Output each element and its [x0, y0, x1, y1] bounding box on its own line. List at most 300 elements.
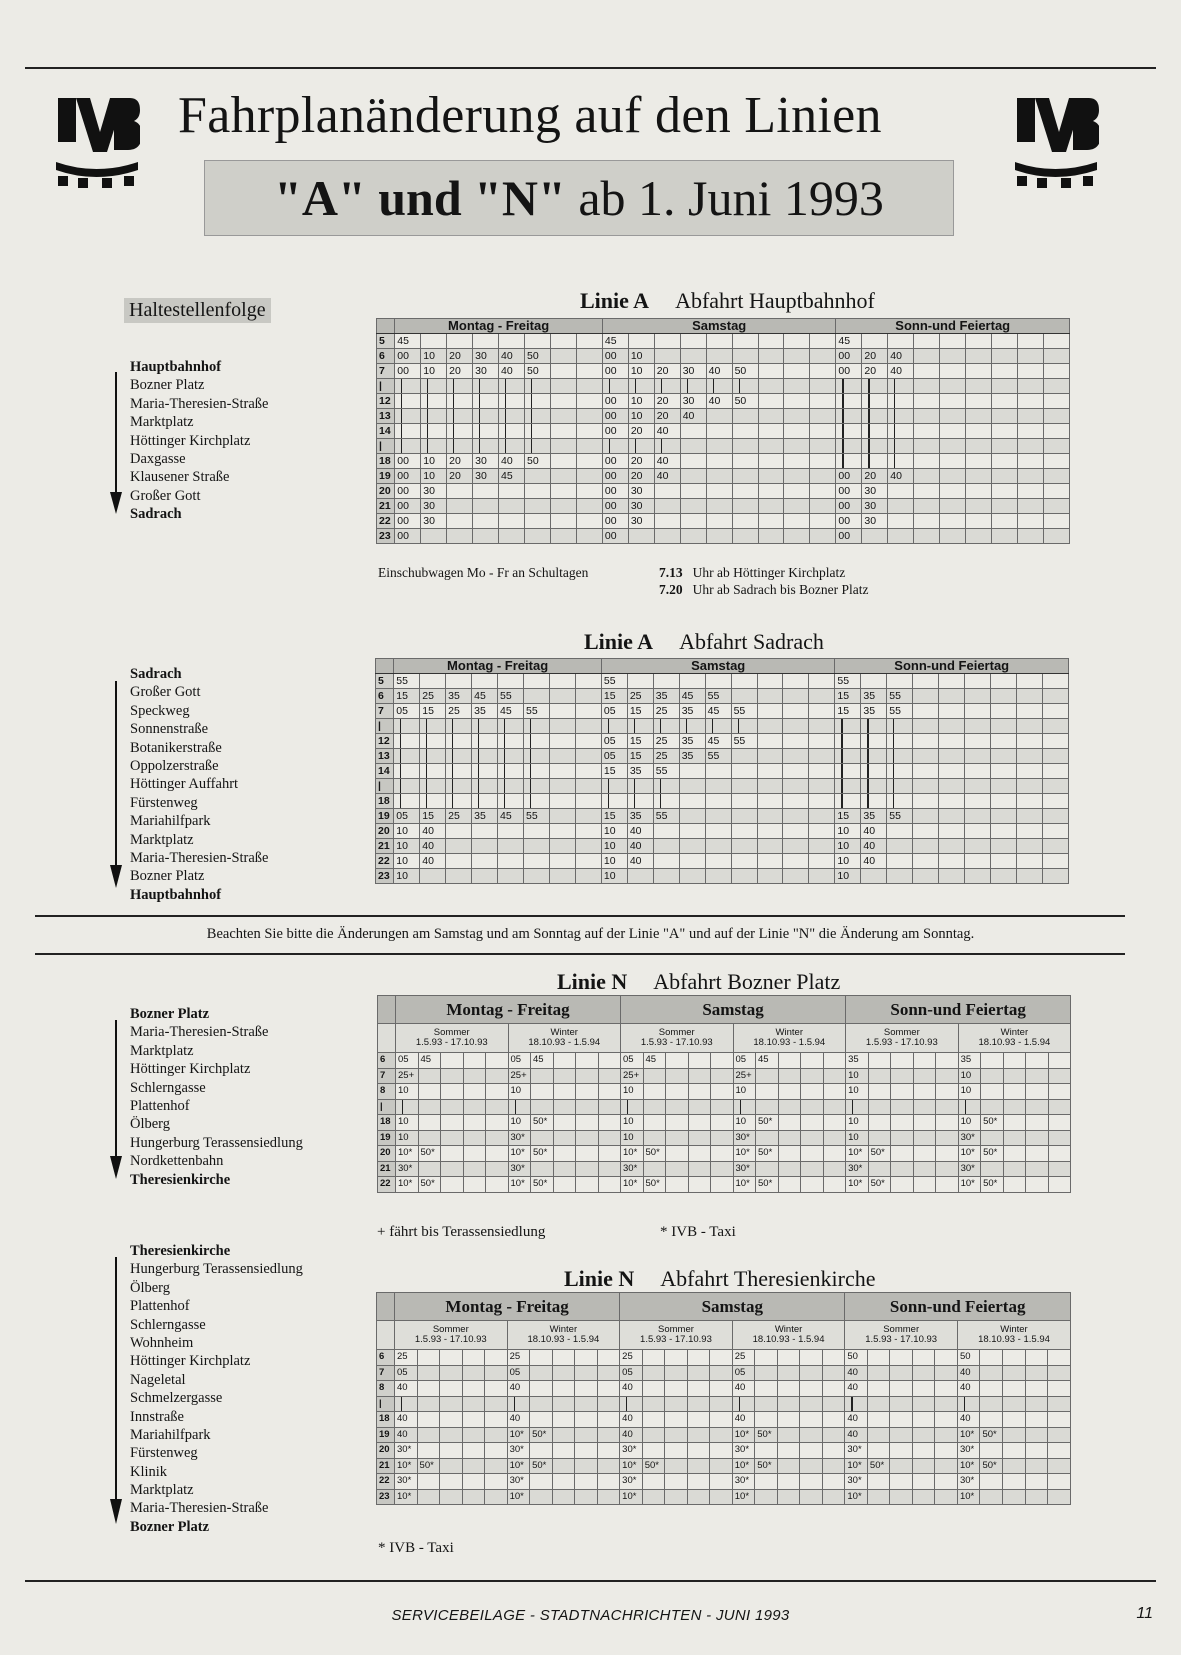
minute-cell — [1003, 1458, 1026, 1474]
minute-cell — [891, 1130, 914, 1146]
heading-linie-n-theresien — [564, 1266, 876, 1292]
minute-cell — [939, 719, 965, 734]
minute-cell: 50* — [756, 1115, 779, 1131]
corner-cell — [376, 659, 394, 674]
minute-cell: 40 — [395, 1427, 418, 1443]
minute-cell — [965, 824, 991, 839]
time-row — [378, 1161, 1071, 1177]
minute-cell — [531, 1068, 554, 1084]
minute-cell — [809, 719, 835, 734]
note-text: Uhr ab Sadrach bis Bozner Platz — [692, 582, 869, 597]
minute-cell — [940, 379, 966, 394]
minute-cell — [1026, 1130, 1049, 1146]
season-range: 18.10.93 - 1.5.94 — [753, 1037, 826, 1048]
minute-cell — [913, 749, 939, 764]
minute-cell — [394, 734, 420, 749]
hour-cell: | — [378, 1099, 396, 1115]
minute-cell — [1048, 1412, 1071, 1428]
minute-cell — [757, 674, 783, 689]
minute-cell: 40 — [888, 469, 914, 484]
minute-cell — [823, 1161, 846, 1177]
minute-cell: 00 — [602, 484, 628, 499]
minute-cell — [890, 1396, 913, 1412]
minute-cell — [1042, 779, 1068, 794]
minute-cell: 40 — [420, 854, 446, 869]
minute-cell — [836, 394, 862, 409]
minute-cell — [706, 379, 732, 394]
minute-cell — [628, 529, 654, 544]
note-line-2 — [659, 582, 868, 598]
minute-cell: 05 — [601, 734, 627, 749]
minute-cell — [758, 439, 784, 454]
minute-cell — [784, 484, 810, 499]
season-range: 1.5.93 - 17.10.93 — [640, 1037, 713, 1048]
minute-cell — [823, 1053, 846, 1069]
hour-cell: 7 — [377, 364, 395, 379]
minute-cell — [1048, 1146, 1071, 1162]
minute-cell: 30 — [421, 484, 447, 499]
minute-cell — [523, 764, 549, 779]
minute-cell — [549, 749, 575, 764]
minute-cell — [936, 1130, 959, 1146]
minute-cell — [888, 439, 914, 454]
minute-cell — [755, 1396, 778, 1412]
minute-cell — [835, 749, 861, 764]
minute-cell — [524, 529, 550, 544]
minute-cell: 15 — [601, 764, 627, 779]
minute-cell — [835, 719, 861, 734]
minute-cell — [485, 1396, 508, 1412]
minute-cell — [887, 854, 913, 869]
hour-cell: 12 — [376, 734, 394, 749]
minute-cell — [523, 779, 549, 794]
minute-cell — [447, 379, 473, 394]
minute-cell: 10* — [621, 1146, 644, 1162]
hour-cell: 14 — [376, 764, 394, 779]
minute-cell: 10* — [846, 1177, 869, 1193]
minute-cell — [1003, 1177, 1026, 1193]
minute-cell: 30* — [958, 1161, 981, 1177]
minute-cell: 10* — [958, 1146, 981, 1162]
minute-cell — [809, 734, 835, 749]
minute-cell — [801, 1068, 824, 1084]
minute-cell — [706, 424, 732, 439]
minute-cell: 40 — [888, 364, 914, 379]
minute-cell: 25+ — [508, 1068, 531, 1084]
minute-cell — [706, 409, 732, 424]
minute-cell — [756, 1161, 779, 1177]
minute-cell — [755, 1365, 778, 1381]
hour-cell: | — [376, 779, 394, 794]
minute-cell: 30* — [958, 1130, 981, 1146]
stop-name: Botanikerstraße — [130, 739, 222, 756]
minute-cell: 35 — [446, 689, 472, 704]
stop-name: Höttinger Kirchplatz — [130, 1061, 251, 1078]
minute-cell — [756, 1130, 779, 1146]
minute-cell — [473, 424, 499, 439]
minute-cell: 25 — [653, 704, 679, 719]
hour-cell: 6 — [378, 1053, 396, 1069]
minute-cell — [463, 1068, 486, 1084]
minute-cell — [992, 364, 1018, 379]
time-row — [377, 1396, 1071, 1412]
minute-cell — [756, 1084, 779, 1100]
minute-cell — [642, 1443, 665, 1459]
minute-cell — [420, 794, 446, 809]
minute-cell — [486, 1099, 509, 1115]
minute-cell — [549, 839, 575, 854]
minute-cell — [913, 1146, 936, 1162]
minute-cell — [939, 839, 965, 854]
stop-name: Schlerngasse — [130, 1316, 206, 1333]
minute-cell — [666, 1115, 689, 1131]
minute-cell — [757, 689, 783, 704]
minute-cell: 35 — [627, 809, 653, 824]
note-text: Uhr ab Höttinger Kirchplatz — [692, 565, 846, 580]
time-row — [377, 1412, 1071, 1428]
stop-name: Bozner Platz — [130, 377, 205, 394]
hour-cell: 8 — [378, 1084, 396, 1100]
minute-cell: 40 — [620, 1427, 643, 1443]
minute-cell — [868, 1068, 891, 1084]
minute-cell — [757, 734, 783, 749]
minute-cell — [936, 1146, 959, 1162]
minute-cell — [441, 1146, 464, 1162]
minute-cell — [867, 1350, 890, 1366]
minute-cell — [576, 1084, 599, 1100]
minute-cell — [914, 514, 940, 529]
bottom-rule — [25, 1580, 1156, 1582]
time-row — [376, 779, 1069, 794]
minute-cell — [1003, 1396, 1026, 1412]
minute-cell — [1043, 349, 1069, 364]
minute-cell — [965, 749, 991, 764]
minute-cell — [1043, 529, 1069, 544]
stop-name: Mariahilfpark — [130, 1426, 211, 1443]
subtitle-lines: "A" und "N" — [274, 170, 566, 226]
stop-name: Marktplatz — [130, 414, 194, 431]
minute-cell — [553, 1068, 576, 1084]
minute-cell — [552, 1474, 575, 1490]
minute-cell — [890, 1443, 913, 1459]
minute-cell: 35 — [472, 809, 498, 824]
minute-cell — [940, 439, 966, 454]
minute-cell — [936, 1053, 959, 1069]
minute-cell — [687, 1365, 710, 1381]
minute-cell: 50* — [755, 1427, 778, 1443]
minute-cell: 50 — [845, 1350, 868, 1366]
minute-cell: 55 — [653, 764, 679, 779]
minute-cell — [575, 749, 601, 764]
minute-cell — [836, 454, 862, 469]
page-title: Fahrplanänderung auf den Linien — [178, 87, 882, 144]
minute-cell — [912, 1412, 935, 1428]
minute-cell — [757, 719, 783, 734]
minute-cell — [575, 809, 601, 824]
season-name: Winter — [550, 1027, 578, 1038]
stop-name: Schlerngasse — [130, 1079, 206, 1096]
legend-star: * IVB - Taxi — [660, 1224, 736, 1240]
minute-cell — [861, 749, 887, 764]
minute-cell: 55 — [394, 674, 420, 689]
minute-cell: 10* — [846, 1146, 869, 1162]
minute-cell: 15 — [627, 734, 653, 749]
minute-cell: 00 — [836, 499, 862, 514]
season-header — [507, 1321, 620, 1350]
minute-cell — [913, 794, 939, 809]
minute-cell — [1026, 1099, 1049, 1115]
minute-cell: 55 — [653, 809, 679, 824]
hour-cell: 18 — [377, 1412, 395, 1428]
minute-cell: 40 — [620, 1412, 643, 1428]
minute-cell — [653, 839, 679, 854]
minute-cell — [991, 794, 1017, 809]
corner-cell — [378, 1024, 396, 1053]
minute-cell — [1003, 1427, 1026, 1443]
minute-cell: 50* — [418, 1177, 441, 1193]
minute-cell — [440, 1427, 463, 1443]
minute-cell — [1025, 1350, 1048, 1366]
minute-cell: 55 — [887, 809, 913, 824]
minute-cell — [891, 1161, 914, 1177]
minute-cell — [801, 1130, 824, 1146]
minute-cell — [991, 749, 1017, 764]
time-row — [377, 529, 1070, 544]
minute-cell — [472, 869, 498, 884]
minute-cell — [1017, 469, 1043, 484]
minute-cell — [710, 1396, 733, 1412]
minute-cell: 20 — [862, 349, 888, 364]
minute-cell — [810, 499, 836, 514]
season-range: 1.5.93 - 17.10.93 — [415, 1037, 488, 1048]
minute-cell — [440, 1443, 463, 1459]
stop-name: Marktplatz — [130, 831, 194, 848]
minute-cell: 10 — [396, 1084, 419, 1100]
minute-cell: 15 — [627, 704, 653, 719]
minute-cell — [620, 1396, 643, 1412]
minute-cell — [417, 1396, 440, 1412]
minute-cell — [888, 334, 914, 349]
minute-cell — [981, 1084, 1004, 1100]
minute-cell: 40 — [654, 454, 680, 469]
time-row — [377, 424, 1070, 439]
minute-cell — [890, 1381, 913, 1397]
day-header: Samstag — [602, 319, 836, 334]
minute-cell — [462, 1350, 485, 1366]
minute-cell — [777, 1427, 800, 1443]
minute-cell — [965, 809, 991, 824]
heading-line: Linie A — [580, 288, 650, 313]
minute-cell — [868, 1130, 891, 1146]
minute-cell — [462, 1474, 485, 1490]
minute-cell — [980, 1443, 1003, 1459]
minute-cell — [981, 1099, 1004, 1115]
minute-cell — [757, 824, 783, 839]
minute-cell: 00 — [602, 469, 628, 484]
minute-cell — [473, 484, 499, 499]
minute-cell: 30* — [621, 1161, 644, 1177]
hour-cell: 21 — [378, 1161, 396, 1177]
heading-linie-n-bozner — [557, 969, 840, 995]
minute-cell — [1042, 704, 1068, 719]
minute-cell — [666, 1161, 689, 1177]
minute-cell: 40 — [627, 824, 653, 839]
minute-cell — [835, 779, 861, 794]
minute-cell — [420, 719, 446, 734]
haltestellenfolge-label: Haltestellenfolge — [124, 298, 271, 323]
minute-cell: 10 — [628, 349, 654, 364]
minute-cell — [777, 1489, 800, 1505]
heading-dest: Abfahrt Bozner Platz — [653, 969, 841, 994]
minute-cell — [912, 1474, 935, 1490]
minute-cell: 10 — [508, 1084, 531, 1100]
minute-cell — [810, 364, 836, 379]
minute-cell — [755, 1350, 778, 1366]
minute-cell — [576, 394, 602, 409]
minute-cell — [731, 854, 757, 869]
minute-cell — [991, 734, 1017, 749]
stop-name: Mariahilfpark — [130, 813, 211, 830]
minute-cell — [524, 439, 550, 454]
time-row — [377, 514, 1070, 529]
minute-cell — [809, 704, 835, 719]
minute-cell — [777, 1365, 800, 1381]
minute-cell — [680, 484, 706, 499]
stop-name: Bozner Platz — [130, 1006, 210, 1022]
minute-cell — [463, 1161, 486, 1177]
minute-cell — [688, 1099, 711, 1115]
minute-cell: 10 — [421, 364, 447, 379]
minute-cell — [1048, 1099, 1071, 1115]
minute-cell — [783, 839, 809, 854]
minute-cell — [757, 809, 783, 824]
minute-cell — [417, 1350, 440, 1366]
minute-cell — [642, 1412, 665, 1428]
minute-cell — [530, 1381, 553, 1397]
minute-cell: 40 — [499, 364, 525, 379]
minute-cell: 40 — [861, 824, 887, 839]
minute-cell — [549, 854, 575, 869]
minute-cell: 45 — [756, 1053, 779, 1069]
minute-cell — [710, 1443, 733, 1459]
stop-name: Innstraße — [130, 1408, 184, 1425]
minute-cell — [732, 334, 758, 349]
stop-name: Sadrach — [130, 506, 182, 523]
minute-cell — [966, 499, 992, 514]
minute-cell — [1043, 484, 1069, 499]
minute-cell — [643, 1099, 666, 1115]
minute-cell — [576, 1130, 599, 1146]
minute-cell — [732, 1396, 755, 1412]
minute-cell: 00 — [395, 454, 421, 469]
minute-cell: 55 — [523, 704, 549, 719]
minute-cell — [1043, 409, 1069, 424]
minute-cell — [498, 674, 524, 689]
season-range: 1.5.93 - 17.10.93 — [865, 1334, 938, 1345]
minute-cell — [679, 764, 705, 779]
season-header — [846, 1024, 959, 1053]
top-rule — [25, 67, 1156, 69]
hour-cell: 20 — [377, 484, 395, 499]
hour-cell: 14 — [377, 424, 395, 439]
minute-cell — [628, 439, 654, 454]
minute-cell — [891, 1177, 914, 1193]
minute-cell: 05 — [620, 1365, 643, 1381]
minute-cell — [913, 869, 939, 884]
minute-cell — [665, 1381, 688, 1397]
minute-cell: 10 — [601, 824, 627, 839]
minute-cell — [939, 809, 965, 824]
minute-cell — [992, 439, 1018, 454]
minute-cell — [440, 1365, 463, 1381]
minute-cell — [679, 854, 705, 869]
minute-cell — [1016, 869, 1042, 884]
time-row — [377, 379, 1070, 394]
minute-cell — [1026, 1068, 1049, 1084]
minute-cell — [576, 349, 602, 364]
minute-cell — [706, 439, 732, 454]
minute-cell — [801, 1084, 824, 1100]
minute-cell — [473, 409, 499, 424]
minute-cell: 05 — [396, 1053, 419, 1069]
minute-cell — [499, 529, 525, 544]
minute-cell — [868, 1115, 891, 1131]
stop-name: Höttinger Auffahrt — [130, 776, 239, 793]
minute-cell — [912, 1443, 935, 1459]
season-range: 18.10.93 - 1.5.94 — [527, 1334, 600, 1345]
minute-cell — [418, 1099, 441, 1115]
minute-cell: 10 — [421, 469, 447, 484]
minute-cell — [935, 1443, 958, 1459]
minute-cell: 00 — [602, 394, 628, 409]
minute-cell — [524, 484, 550, 499]
ivb-logo-right — [1013, 92, 1099, 192]
minute-cell — [598, 1115, 621, 1131]
minute-cell — [463, 1130, 486, 1146]
minute-cell — [706, 349, 732, 364]
minute-cell — [576, 334, 602, 349]
minute-cell — [440, 1381, 463, 1397]
minute-cell: 20 — [862, 364, 888, 379]
hour-cell: 13 — [376, 749, 394, 764]
minute-cell — [914, 424, 940, 439]
minute-cell — [939, 764, 965, 779]
minute-cell — [598, 1099, 621, 1115]
minute-cell: 10* — [621, 1177, 644, 1193]
minute-cell — [809, 764, 835, 779]
minute-cell: 45 — [602, 334, 628, 349]
minute-cell — [777, 1381, 800, 1397]
minute-cell: 30* — [508, 1130, 531, 1146]
minute-cell — [486, 1068, 509, 1084]
minute-cell — [757, 854, 783, 869]
minute-cell: 10 — [394, 824, 420, 839]
minute-cell: 50* — [530, 1458, 553, 1474]
hour-cell: 22 — [378, 1177, 396, 1193]
minute-cell — [552, 1427, 575, 1443]
minute-cell — [778, 1146, 801, 1162]
minute-cell — [602, 439, 628, 454]
minute-cell — [887, 764, 913, 779]
minute-cell: 40 — [957, 1381, 980, 1397]
time-row — [377, 1350, 1071, 1366]
stop-name: Theresienkirche — [130, 1171, 231, 1188]
minute-cell — [549, 734, 575, 749]
minute-cell — [862, 409, 888, 424]
minute-cell — [687, 1381, 710, 1397]
minute-cell — [1048, 1443, 1071, 1459]
minute-cell — [679, 674, 705, 689]
